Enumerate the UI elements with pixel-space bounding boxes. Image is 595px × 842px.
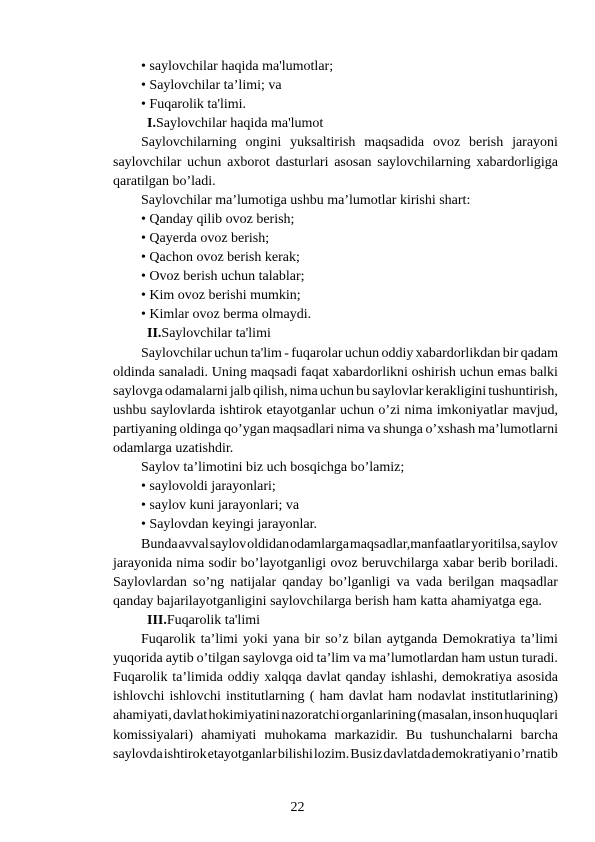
word: xabar (442, 555, 474, 571)
paragraph-line (113, 554, 558, 573)
word: uchun (187, 154, 222, 170)
word: ham (319, 689, 344, 705)
paragraph-line: Saylovchilar ma’lumotiga ushbu ma’lumotlar kirishi shart: (141, 192, 471, 208)
word: etayotganlar (266, 402, 336, 418)
word: bilan (353, 632, 382, 647)
section-heading-2 (147, 324, 271, 343)
word: emas (497, 364, 527, 380)
word: davlat (172, 708, 208, 724)
word: organlarining (340, 708, 417, 724)
word: ongini (245, 135, 282, 151)
word: ma’lumotlarni (477, 421, 558, 437)
word: ( (309, 689, 315, 705)
word: yuksaltirish (290, 135, 356, 151)
word: Fuqarolik (141, 632, 196, 647)
word: maqsadlar,manfaatlar (349, 536, 471, 552)
word: saylovchilar (113, 154, 182, 170)
word: maqsadida (364, 135, 425, 151)
paragraph-line (113, 153, 558, 172)
word: vada (415, 574, 443, 590)
word: nima (176, 555, 205, 571)
word: boriladi. (510, 555, 558, 571)
word: - (284, 345, 289, 361)
word: va (352, 651, 367, 667)
word: shunga (383, 421, 423, 437)
word: bir (304, 632, 321, 647)
word: nazoratchi (281, 708, 340, 724)
section-heading-1 (147, 114, 323, 133)
list-item: • Fuqarolik ta'limi. (141, 97, 247, 113)
section-heading-3 (147, 611, 260, 630)
word: saylovda (113, 746, 163, 762)
paragraph-line: odamlarga uzatishdir. (113, 441, 234, 456)
paragraph-line (141, 133, 558, 152)
word: ta’limi (520, 632, 558, 647)
word: natijalar (230, 574, 277, 590)
word: o’rnatib (513, 746, 558, 762)
word: tushunchalarni (430, 727, 513, 743)
word: maqsadi (250, 364, 298, 380)
word: saylov (521, 536, 558, 552)
word: uchun (344, 345, 380, 361)
word: maqsadlar (500, 574, 558, 590)
paragraph-line (113, 687, 558, 706)
paragraph-line (113, 382, 558, 401)
paragraph-line (141, 344, 558, 363)
word: maqsadlari (272, 421, 334, 437)
word: saylovga (242, 651, 293, 667)
word: ishlashi, (390, 670, 438, 686)
section-numeral: II. (147, 326, 162, 342)
word: (masalan, (417, 708, 472, 724)
word: ta’lim (316, 651, 350, 667)
word: huquqlari (504, 708, 558, 724)
word: berish (469, 135, 504, 151)
word: Demokratiya (442, 632, 516, 647)
word: ahamiyati, (113, 708, 172, 724)
word: lozim. (313, 746, 350, 762)
word: ushbu (113, 402, 147, 418)
word: etayotganlar (207, 746, 277, 762)
word: sodir (208, 555, 237, 571)
word: oldidan (247, 536, 290, 552)
word: avval (178, 536, 209, 552)
word: institutlarning (226, 689, 305, 705)
word: sanaladi. (158, 364, 209, 380)
word: bo’layotganligi (240, 555, 327, 571)
word: bu (356, 383, 371, 399)
word: ta’limida (172, 670, 223, 686)
paragraph-line (113, 401, 558, 420)
word: qanday (282, 574, 323, 590)
paragraph-line (113, 420, 558, 439)
word: barcha (520, 727, 558, 743)
word: odamalarni (164, 383, 228, 399)
paragraph-line (113, 726, 558, 745)
word: qanday (345, 670, 387, 686)
word: nodavlat (417, 689, 466, 705)
word: ishtirok (163, 746, 207, 762)
list-item: • Saylovdan keyingi jarayonlar. (141, 517, 317, 533)
word: beruvchilarga (361, 555, 439, 571)
word: balki (529, 364, 558, 380)
word: uchun (459, 364, 494, 380)
word: so’ng (193, 574, 225, 590)
section-title: Saylovchilar haqida ma'lumot (155, 116, 324, 132)
word: hokimiyatini (208, 708, 281, 724)
word: uchun (339, 402, 375, 418)
word: axborot (227, 154, 270, 170)
word: aytib (165, 651, 194, 667)
word: oddiy (227, 670, 260, 686)
word: xabardorlikni (332, 364, 408, 380)
word: ishtirok (219, 402, 263, 418)
word: ishlovchi (169, 689, 221, 705)
word: nima (289, 383, 318, 399)
word: Saylovchilarning (141, 135, 237, 151)
word: ustun (488, 651, 519, 667)
list-item: • Qanday qilib ovoz berish; (141, 211, 295, 227)
list-item: • saylovoldi jarayonlari; (141, 479, 276, 495)
word: oldinda (113, 364, 155, 380)
paragraph-line (113, 363, 558, 382)
word: yoki (243, 632, 268, 647)
word: bilishi (277, 746, 313, 762)
word: ovoz (432, 135, 461, 151)
paragraph-line (141, 630, 558, 649)
word: dasturlari (275, 154, 329, 170)
word: va (396, 574, 410, 590)
word: ta’limi (200, 632, 238, 647)
word: fuqarolar (291, 345, 343, 361)
word: institutlarining) (470, 689, 558, 705)
word: oddiy (381, 345, 414, 361)
word: xabardorligiga (476, 154, 558, 170)
word: davlat (348, 689, 384, 705)
word: davlat (306, 670, 341, 686)
paragraph-line (113, 745, 558, 764)
word: muhokama (264, 727, 327, 743)
word: ovoz (330, 555, 358, 571)
paragraph-line (113, 573, 558, 592)
word: ishlovchi (113, 689, 165, 705)
word: komissiyalari) (113, 727, 194, 743)
word: berib (477, 555, 507, 571)
word: faqat (300, 364, 329, 380)
word: Fuqarolik (113, 670, 168, 686)
paragraph-line: Saylov ta’limotini biz uch bosqichga bo’lamiz; (141, 460, 405, 476)
word: oldinga (179, 421, 222, 437)
word: o’tilgan (196, 651, 240, 667)
word: qo’ygan (224, 421, 270, 437)
word: markazidir. (334, 727, 398, 743)
word: saylovchilarning (377, 154, 471, 170)
word: o’zi (378, 402, 401, 418)
word: mavjud, (512, 402, 558, 418)
word: saylovlarda (150, 402, 216, 418)
word: yoritilsa, (471, 536, 521, 552)
page-number: 22 (290, 800, 305, 815)
word: uchun (214, 345, 249, 361)
list-item: • Saylovchilar ta’limi; va (141, 78, 282, 94)
word: Busiz (350, 746, 383, 762)
word: Uning (211, 364, 247, 380)
word: kerakligini (425, 383, 487, 399)
word: asosan (334, 154, 372, 170)
word: o’xshash (425, 421, 476, 437)
word: nima (336, 421, 365, 437)
list-item: • Qayerda ovoz berish; (141, 230, 270, 246)
section-title: Fuqarolik ta'limi (166, 612, 260, 628)
word: aytganda (386, 632, 438, 647)
list-item: • Kim ovoz berishi mumkin; (141, 288, 301, 304)
word: uchun (319, 383, 354, 399)
word: ma’lumotlardan (369, 651, 459, 667)
word: yuqorida (113, 651, 163, 667)
word: partiyaning (113, 421, 177, 437)
paragraph-line (141, 535, 558, 554)
word: oshirish (411, 364, 456, 380)
section-numeral: I. (147, 116, 156, 132)
word: saylov (209, 536, 247, 552)
word: demokratiyani (431, 746, 513, 762)
word: xalqqa (264, 670, 302, 686)
paragraph-line (113, 668, 558, 687)
word: ham (461, 651, 486, 667)
list-item: • Ovoz berish uchun talablar; (141, 269, 305, 285)
word: odamlarga (290, 536, 349, 552)
word: saylovlar (372, 383, 424, 399)
paragraph-line: qanday bajarilayotganligini saylovchilarga berish ham katta ahamiyatga ega. (113, 593, 542, 609)
word: Saylovchilar (141, 345, 212, 361)
word: imkoniyatlar (436, 402, 509, 418)
word: demokratiya (441, 670, 512, 686)
section-numeral: III. (147, 612, 167, 628)
word: qadam (520, 345, 558, 361)
word: bo’lganligi (328, 574, 391, 590)
word: davlatda (383, 746, 431, 762)
word: yana (273, 632, 300, 647)
word: jarayonida (113, 555, 173, 571)
list-item: • Qachon ovoz berish kerak; (141, 250, 300, 265)
word: va (367, 421, 381, 437)
word: jarayoni (512, 135, 558, 151)
word: berilgan (448, 574, 495, 590)
word: saylovga (113, 383, 163, 399)
word: turadi. (521, 651, 558, 667)
word: bir (502, 345, 519, 361)
word: xabardorlikdan (415, 345, 501, 361)
paragraph-line: qaratilgan bo’ladi. (113, 173, 216, 189)
word: inson (472, 708, 504, 724)
word: ham (388, 689, 413, 705)
word: oid (295, 651, 314, 667)
word: so’z (325, 632, 349, 647)
word: nima (404, 402, 433, 418)
word: ahamiyati (201, 727, 257, 743)
word: ta'lim (250, 345, 282, 361)
word: Bunda (141, 536, 178, 552)
word: jalb (229, 383, 251, 399)
list-item: • Kimlar ovoz berma olmaydi. (141, 307, 312, 323)
paragraph-line (113, 649, 558, 668)
word: Bu (405, 727, 423, 743)
word: asosida (516, 670, 558, 686)
list-item: • saylov kuni jarayonlari; va (141, 498, 300, 514)
paragraph-line (113, 706, 558, 725)
section-title: Saylovchilar ta'limi (161, 326, 271, 342)
list-item: • saylovchilar haqida ma'lumotlar; (141, 59, 334, 74)
word: qilish, (252, 383, 288, 399)
word: tushuntirish, (488, 383, 558, 399)
word: Saylovlardan (113, 574, 187, 590)
